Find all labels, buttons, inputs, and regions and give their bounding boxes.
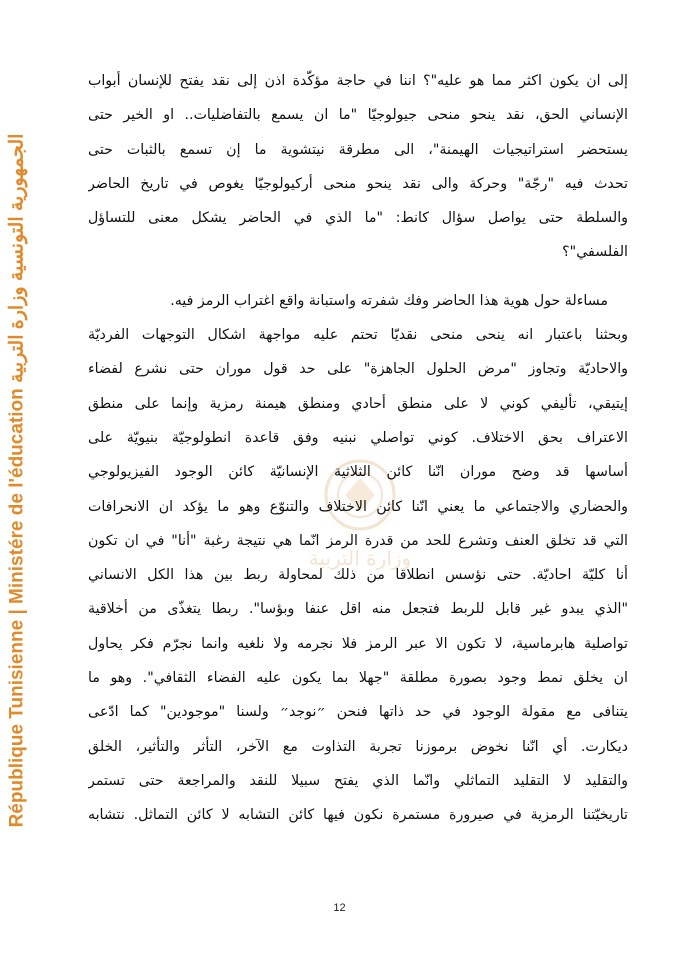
watermark-label: وزارة التربية — [308, 546, 412, 570]
text-line: إلى ان يكون اكثر مما هو عليه"؟ اننا في حاجة مؤكّدة اذن إلى نقد يفتح للإنسان أبواب — [88, 73, 628, 89]
text-line: والاحاديّة وتجاوز "مرض الحلول الجاهزة" على حد قول موران حتى نشرع لفضاء — [88, 361, 628, 378]
text-line: "الذي يبدو غير قابل للربط فتجعل منه اقل عنفا وبؤسا". ربطا يتغذّى من أخلاقية — [88, 601, 628, 618]
text-line: الفلسفي"؟ — [562, 244, 628, 261]
text-line: يستحضر استراتيجيات الهيمنة"، الى مطرقة نيتشوية ما إن تسمع بالثبات حتى — [88, 141, 628, 158]
text-line: تحدث فيه "رجّة" وحركة والى نقد ينحو منحى أركيولوجيّا يغوص في تاريخ الحاضر — [88, 175, 628, 192]
text-line: تواصلية هابرماسية، لا تكون الا عبر الرمز فلا نجرمه ولا نلغيه وانما نجرّم فكر يحاول — [88, 635, 628, 652]
text-line: ان يخلق نمط وجود بصورة مطلقة "جهلا بما يكون عليه الفضاء الثقافي". وهو ما — [88, 670, 628, 687]
text-line: مساءلة حول هوية هذا الحاضر وفك شفرته واستبانة واقع اغتراب الرمز فيه. — [170, 292, 608, 309]
text-line: إيتيقي، تأليفي كوني لا على منطق أحادي ومنطق هيمنة رمزية وإنما على منطق — [88, 395, 628, 412]
paragraph-2 — [88, 284, 628, 833]
text-line: والسلطة حتى يواصل سؤال كانط: "ما الذي في الحاضر يشكل معنى للتساؤل — [88, 210, 628, 227]
document-body — [88, 64, 628, 833]
text-line: ديكارت. أي انّنا نخوض برموزنا تجربة التذاوت مع الآخر، التأثر والتأثير، الخلق — [88, 738, 628, 755]
text-line: الإنساني الحق، نقد ينحو منحى جيولوجيّا "ما ان يسمع بالتفاضليات.. او الخير حتى — [88, 107, 628, 124]
text-line: وبحثنا باعتبار انه ينحى منحى نقديّا تحتم عليه مواجهة اشكال التوجهات الفرديّة — [88, 327, 628, 344]
text-line: تاريخيّتنا الرمزية في صيرورة مستمرة نكون فيها كائن التشابه لا كائن التماثل. نتشابه — [88, 807, 628, 824]
page-number: 12 — [333, 902, 346, 914]
side-banner — [0, 95, 34, 865]
text-line: أساسها قد وضح موران انّنا كائن الثلاثية الإنسانيّة كائن الوجود الفيزيولوجي — [88, 464, 628, 481]
text-line: الاعتراف بحق الاختلاف. كوني تواصلي نبنيه وفق قاعدة انطولوجيّة بنيويّة على — [88, 429, 628, 446]
text-line: التي قد تخلق العنف وتشرع للحد من قدرة الرمز انّما هي نتيجة رغبة "أنا" في ان تكون — [88, 532, 628, 549]
text-line: أنا كليّة احاديّة. حتى نؤسس انطلاقا من ذلك لمحاولة ربط بين هذا الكل الانساني — [88, 567, 628, 584]
side-banner-text: République Tunisienne | Ministére de l'éducation الجمهورية التونسية وزارة التربية — [6, 133, 28, 827]
text-line: والحضاري والاجتماعي ما يعني انّنا كائن الاختلاف والتنوّع وهو ما يؤكد ان الانحرافات — [88, 498, 628, 515]
text-line: يتنافى مع مقولة الوجود في حد ذاتها فنحن ״نوجد״ ولسنا "موجودين" كما ادّعى — [88, 704, 628, 721]
text-line: والتقليد لا التقليد التماثلي وانّما الذي يفتح سبيلا للنقد والمراجعة حتى تستمر — [88, 772, 628, 789]
paragraph-1 — [88, 64, 628, 270]
